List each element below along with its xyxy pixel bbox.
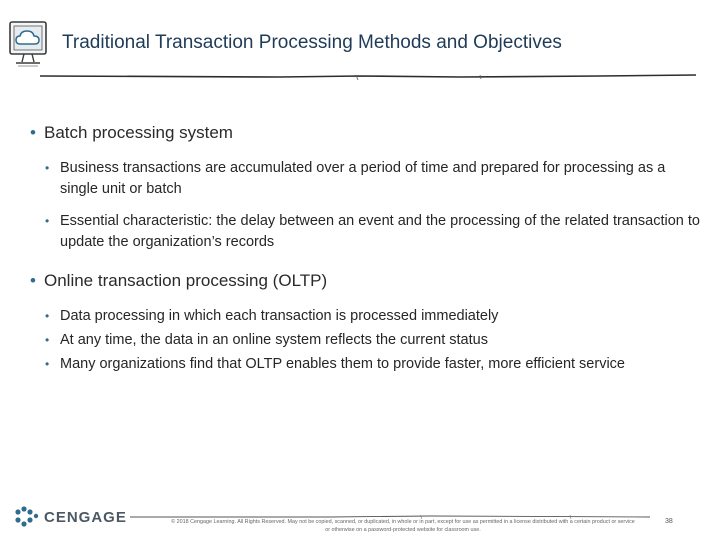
copyright-line: or otherwise on a password-protected website for classroom use. (325, 527, 481, 533)
sub-bullet-text: Data processing in which each transaction is processed immediately (60, 308, 499, 324)
sub-bullet (30, 330, 700, 351)
copyright-line: © 2018 Cengage Learning. All Rights Reserved. May not be copied, scanned, or duplicated, in whole or in part, except for use as permitted in a license distributed with a certain product or service (171, 519, 635, 525)
bullet-marker: • (30, 123, 36, 142)
sub-bullet (30, 306, 700, 327)
slide-content (30, 122, 700, 378)
bullet-text: Online transaction processing (OLTP) (44, 271, 328, 290)
cloud-computer-icon (6, 20, 50, 72)
bullet-oltp (30, 270, 700, 292)
bullet-marker: • (30, 271, 36, 290)
bullet-text: Batch processing system (44, 123, 233, 142)
bullet-marker: • (45, 161, 50, 175)
page-title: Traditional Transaction Processing Methods and Objectives (62, 32, 562, 53)
sub-bullet-text: Many organizations find that OLTP enables them to provide faster, more efficient service (60, 356, 625, 372)
sub-bullet-text: Business transactions are accumulated over a period of time and prepared for processing as a single unit or batch (60, 160, 666, 197)
copyright-notice (148, 518, 658, 534)
cengage-logo-text: CENGAGE (44, 509, 127, 526)
sub-bullet (30, 211, 700, 253)
sub-bullet-text: Essential characteristic: the delay between an event and the processing of the related transaction to update the organization’s records (60, 213, 700, 250)
sub-bullet (30, 158, 700, 200)
page-number: 38 (665, 518, 673, 525)
bullet-batch-processing (30, 122, 700, 144)
bullet-marker: • (45, 333, 50, 347)
bullet-marker: • (45, 309, 50, 323)
bullet-marker: • (45, 357, 50, 371)
title-divider (40, 72, 696, 82)
bullet-marker: • (45, 214, 50, 228)
sub-bullet-text: At any time, the data in an online system reflects the current status (60, 332, 488, 348)
sub-bullet (30, 354, 700, 375)
